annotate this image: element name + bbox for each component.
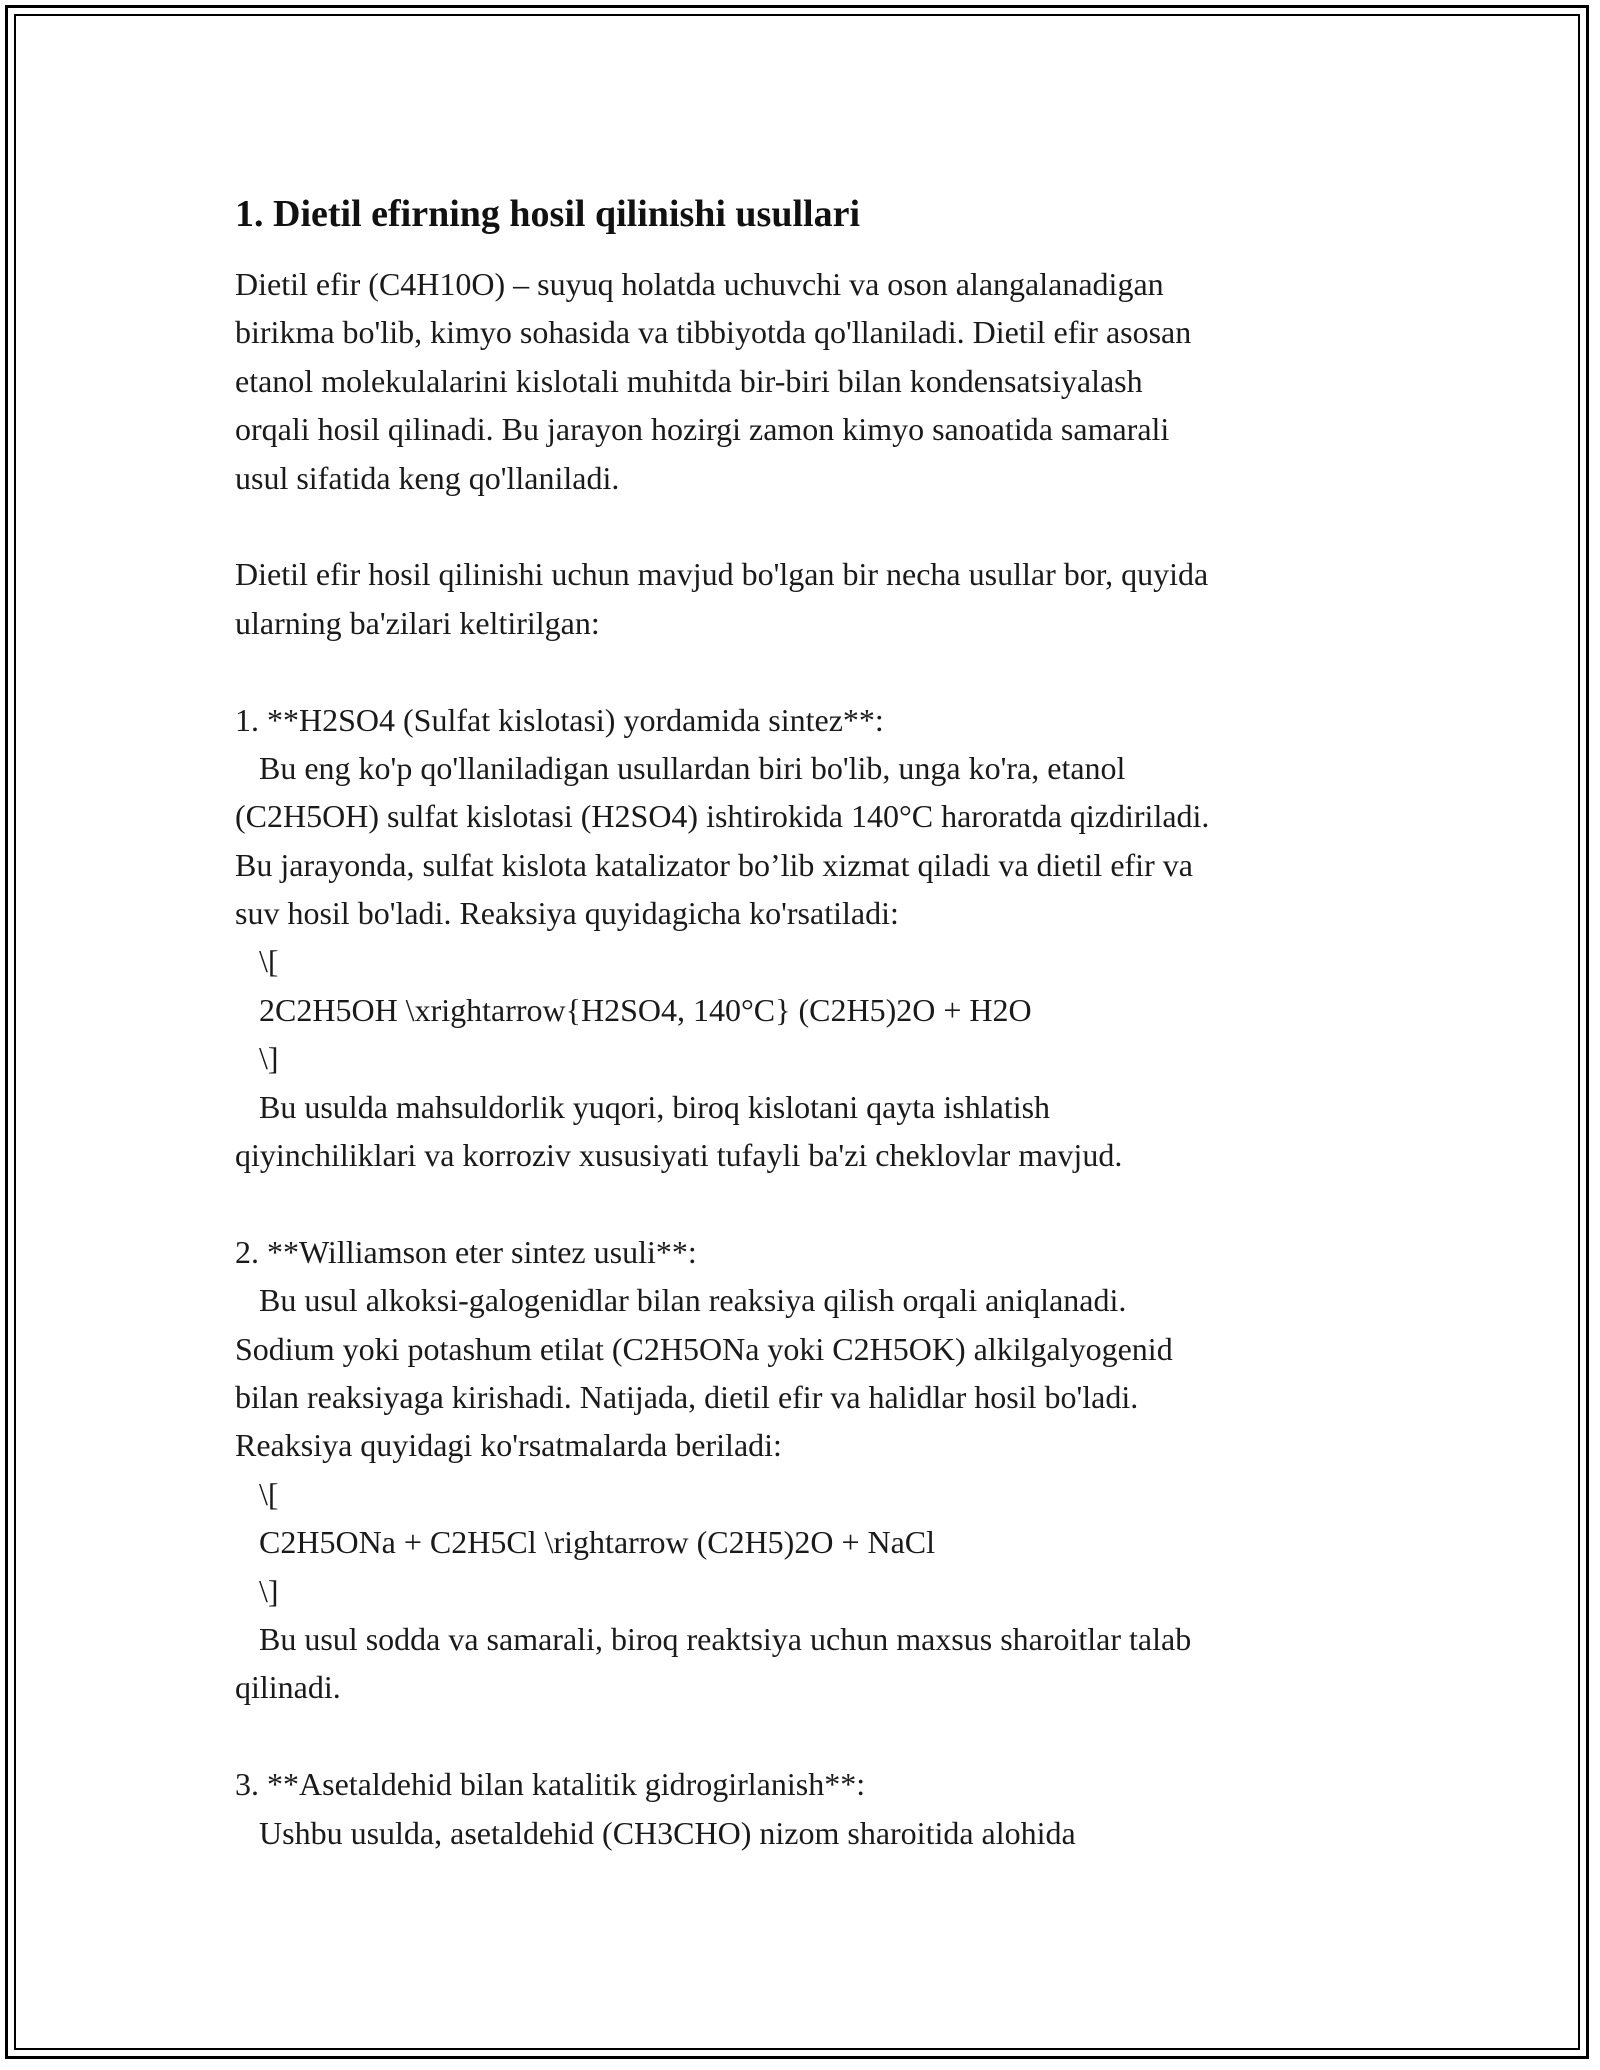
text-line: birikma bo'lib, kimyo sohasida va tibbiyotda qo'llaniladi. Dietil efir asosan: [235, 314, 1192, 351]
text-line: 2. **Williamson eter sintez usuli**:: [235, 1233, 697, 1270]
blank-line: [235, 1712, 1365, 1760]
text-line: qilinadi.: [235, 1669, 341, 1706]
text-line: \]: [235, 1572, 279, 1609]
text-line: Bu usul sodda va samarali, biroq reaktsiya uchun maxsus sharoitlar talab: [235, 1620, 1192, 1657]
text-line: Bu eng ko'p qo'llaniladigan usullardan biri bo'lib, unga ko'ra, etanol: [235, 749, 1126, 786]
text-line: orqali hosil qilinadi. Bu jarayon hozirgi zamon kimyo sanoatida samarali: [235, 411, 1170, 448]
text-line: Bu usul alkoksi-galogenidlar bilan reaksiya qilish orqali aniqlanadi.: [235, 1282, 1127, 1319]
text-line: 1. **H2SO4 (Sulfat kislotasi) yordamida sintez**:: [235, 701, 884, 738]
text-line: etanol molekulalarini kislotali muhitda bir-biri bilan kondensatsiyalash: [235, 362, 1143, 399]
text-line: Dietil efir (C4H10O) – suyuq holatda uchuvchi va oson alangalanadigan: [235, 266, 1164, 302]
text-line: Sodium yoki potashum etilat (C2H5ONa yoki C2H5OK) alkilgalyogenid: [235, 1330, 1173, 1367]
text-line: bilan reaksiyaga kirishadi. Natijada, dietil efir va halidlar hosil bo'ladi.: [235, 1378, 1139, 1415]
text-line: (C2H5OH) sulfat kislotasi (H2SO4) ishtirokida 140°C haroratda qizdiriladi.: [235, 798, 1210, 835]
text-line: usul sifatida keng qo'llaniladi.: [235, 459, 620, 496]
section-heading: 1. Dietil efirning hosil qilinishi usullari: [235, 193, 861, 235]
text-line: suv hosil bo'ladi. Reaksiya quyidagicha ko'rsatiladi:: [235, 895, 899, 932]
blank-line: [235, 1179, 1365, 1227]
blank-line: [235, 647, 1365, 695]
text-line: ularning ba'zilari keltirilgan:: [235, 604, 600, 641]
text-line: Bu jarayonda, sulfat kislota katalizator bo’lib xizmat qiladi va dietil efir va: [235, 846, 1193, 883]
text-line: Bu usulda mahsuldorlik yuqori, biroq kislotani qayta ishlatish: [235, 1088, 1051, 1125]
text-line: \[: [235, 943, 279, 980]
text-line: Ushbu usulda, asetaldehid (CH3CHO) nizom sharoitida alohida: [235, 1814, 1076, 1851]
text-line: C2H5ONa + C2H5Cl \rightarrow (C2H5)2O + NaCl: [235, 1524, 936, 1561]
text-line: \]: [235, 1040, 279, 1077]
text-lines: [235, 260, 1365, 1857]
text-line: Reaksiya quyidagi ko'rsatmalarda beriladi:: [235, 1427, 782, 1464]
blank-line: [235, 502, 1365, 550]
text-line: Dietil efir hosil qilinishi uchun mavjud bo'lgan bir necha usullar bor, quyida: [235, 556, 1209, 593]
text-line: \[: [235, 1475, 279, 1512]
text-line: qiyinchiliklari va korroziv xususiyati tufayli ba'zi cheklovlar mavjud.: [235, 1137, 1123, 1174]
text-line: 2C2H5OH \xrightarrow{H2SO4, 140°C} (C2H5)2O + H2O: [235, 991, 1032, 1028]
text-line: 3. **Asetaldehid bilan katalitik gidrogirlanish**:: [235, 1766, 866, 1803]
document-body: [235, 190, 1365, 1857]
